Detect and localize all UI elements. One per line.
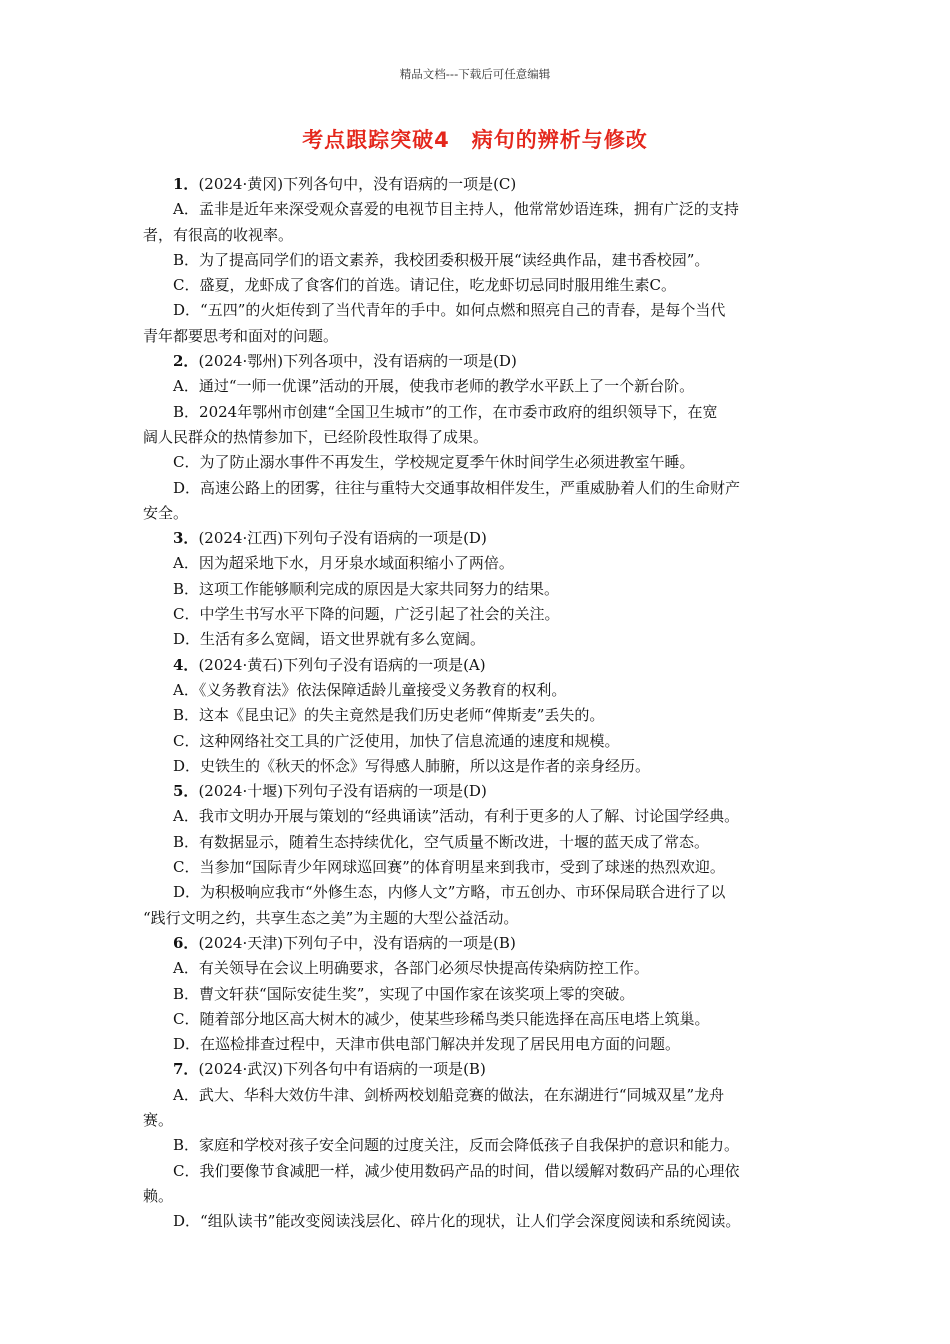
- option-line: B．这本《昆虫记》的失主竟然是我们历史老师“俾斯麦”丢失的。: [173, 706, 605, 725]
- question-text: (2024·江西)下列句子没有语病的一项是(D): [198, 529, 487, 548]
- option-line: B．曹文轩获“国际安徒生奖”，实现了中国作家在该奖项上零的突破。: [173, 984, 635, 1003]
- option-line: A．有关领导在会议上明确要求，各部门必须尽快提高传染病防控工作。: [173, 959, 649, 978]
- option-line: B．家庭和学校对孩子安全问题的过度关注，反而会降低孩子自我保护的意识和能力。: [173, 1136, 740, 1155]
- option-line: C．我们要像节食减肥一样，减少使用数码产品的时间，借以缓解对数码产品的心理依: [173, 1161, 740, 1180]
- option-line: B．这项工作能够顺利完成的原因是大家共同努力的结果。: [173, 579, 560, 598]
- option-line: C．这种网络社交工具的广泛使用，加快了信息流通的速度和规模。: [173, 731, 620, 750]
- option-line: D．生活有多么宽阔，语文世界就有多么宽阔。: [173, 630, 486, 649]
- option-line: D．高速公路上的团雾，往往与重特大交通事故相伴发生，严重威胁着人们的生命财产: [173, 478, 741, 497]
- question-list: [143, 172, 823, 1234]
- option-line: C．盛夏，龙虾成了食客们的首选。请记住，吃龙虾切忌同时服用维生素C。: [173, 276, 676, 295]
- option-continuation-line: 赛。: [143, 1110, 174, 1129]
- question-number: 6．: [173, 933, 199, 952]
- question-number: 4．: [173, 655, 199, 674]
- option-continuation-line: 赖。: [143, 1186, 174, 1205]
- option-line: D．“组队读书”能改变阅读浅层化、碎片化的现状，让人们学会深度阅读和系统阅读。: [173, 1212, 741, 1231]
- option-continuation-line: 阔人民群众的热情参加下，已经阶段性取得了成果。: [143, 427, 489, 446]
- option-line: C．当参加“国际青少年网球巡回赛”的体育明星来到我市，受到了球迷的热烈欢迎。: [173, 858, 725, 877]
- option-line: D．“五四”的火炬传到了当代青年的手中。如何点燃和照亮自己的青春，是每个当代: [173, 301, 726, 320]
- option-continuation-line: 青年都要思考和面对的问题。: [143, 326, 339, 345]
- option-line: D．为积极响应我市“外修生态，内修人文”方略，市五创办、市环保局联合进行了以: [173, 883, 726, 902]
- question-number: 7．: [173, 1060, 199, 1079]
- option-line: A．因为超采地下水，月牙泉水域面积缩小了两倍。: [173, 554, 514, 573]
- header-note: 精品文档---下载后可任意编辑: [399, 67, 551, 81]
- question-text: (2024·鄂州)下列各项中，没有语病的一项是(D): [198, 352, 517, 371]
- question-stem: [143, 526, 823, 551]
- option-line: B．有数据显示，随着生态持续优化，空气质量不断改进，十堰的蓝天成了常态。: [173, 832, 710, 851]
- option-line: B．为了提高同学们的语文素养，我校团委积极开展“读经典作品，建书香校园”。: [173, 250, 710, 269]
- option-line: A．《义务教育法》依法保障适龄儿童接受义务教育的权利。: [173, 680, 567, 699]
- option-line: C．随着部分地区高大树木的减少，使某些珍稀鸟类只能选择在高压电塔上筑巢。: [173, 1009, 710, 1028]
- option-line: C．为了防止溺水事件不再发生，学校规定夏季午休时间学生必须进教室午睡。: [173, 453, 695, 472]
- option-line: B．2024年鄂州市创建“全国卫生城市”的工作，在市委市政府的组织领导下，在宽: [173, 402, 718, 421]
- option-line: A．武大、华科大效仿牛津、剑桥两校划船竞赛的做法，在东湖进行“同城双星”龙舟: [173, 1085, 725, 1104]
- question-stem: [143, 1057, 823, 1082]
- page-title: 考点跟踪突破4 病句的辨析与修改: [302, 128, 648, 152]
- option-line: D．史铁生的《秋天的怀念》写得感人肺腑，所以这是作者的亲身经历。: [173, 756, 651, 775]
- question-text: (2024·黄冈)下列各句中，没有语病的一项是(C): [198, 175, 517, 193]
- question-number: 2．: [173, 352, 199, 371]
- question-stem: [143, 172, 823, 197]
- question-text: (2024·天津)下列句子中，没有语病的一项是(B): [198, 933, 516, 952]
- question-text: (2024·十堰)下列句子没有语病的一项是(D): [198, 782, 487, 801]
- option-continuation-line: “践行文明之约，共享生态之美”为主题的大型公益活动。: [143, 908, 519, 927]
- option-continuation-line: 安全。: [143, 503, 189, 522]
- question-number: 3．: [173, 529, 199, 548]
- question-text: (2024·武汉)下列各句中有语病的一项是(B): [198, 1060, 486, 1079]
- option-line: A．我市文明办开展与策划的“经典诵读”活动，有利于更多的人了解、讨论国学经典。: [173, 807, 740, 826]
- question-number: 1．: [173, 175, 199, 193]
- option-continuation-line: 者，有很高的收视率。: [143, 225, 294, 244]
- question-stem: [143, 931, 823, 956]
- option-line: C．中学生书写水平下降的问题，广泛引起了社会的关注。: [173, 605, 560, 624]
- question-stem: [143, 779, 823, 804]
- question-number: 5．: [173, 782, 199, 801]
- option-line: D．在巡检排查过程中，天津市供电部门解决并发现了居民用电方面的问题。: [173, 1035, 681, 1054]
- question-stem: [143, 653, 823, 678]
- question-stem: [143, 349, 823, 374]
- option-line: A．通过“一师一优课”活动的开展，使我市老师的教学水平跃上了一个新台阶。: [173, 377, 695, 396]
- question-text: (2024·黄石)下列句子没有语病的一项是(A): [198, 655, 486, 674]
- option-line: A．孟非是近年来深受观众喜爱的电视节目主持人，他常常妙语连珠，拥有广泛的支持: [173, 200, 739, 219]
